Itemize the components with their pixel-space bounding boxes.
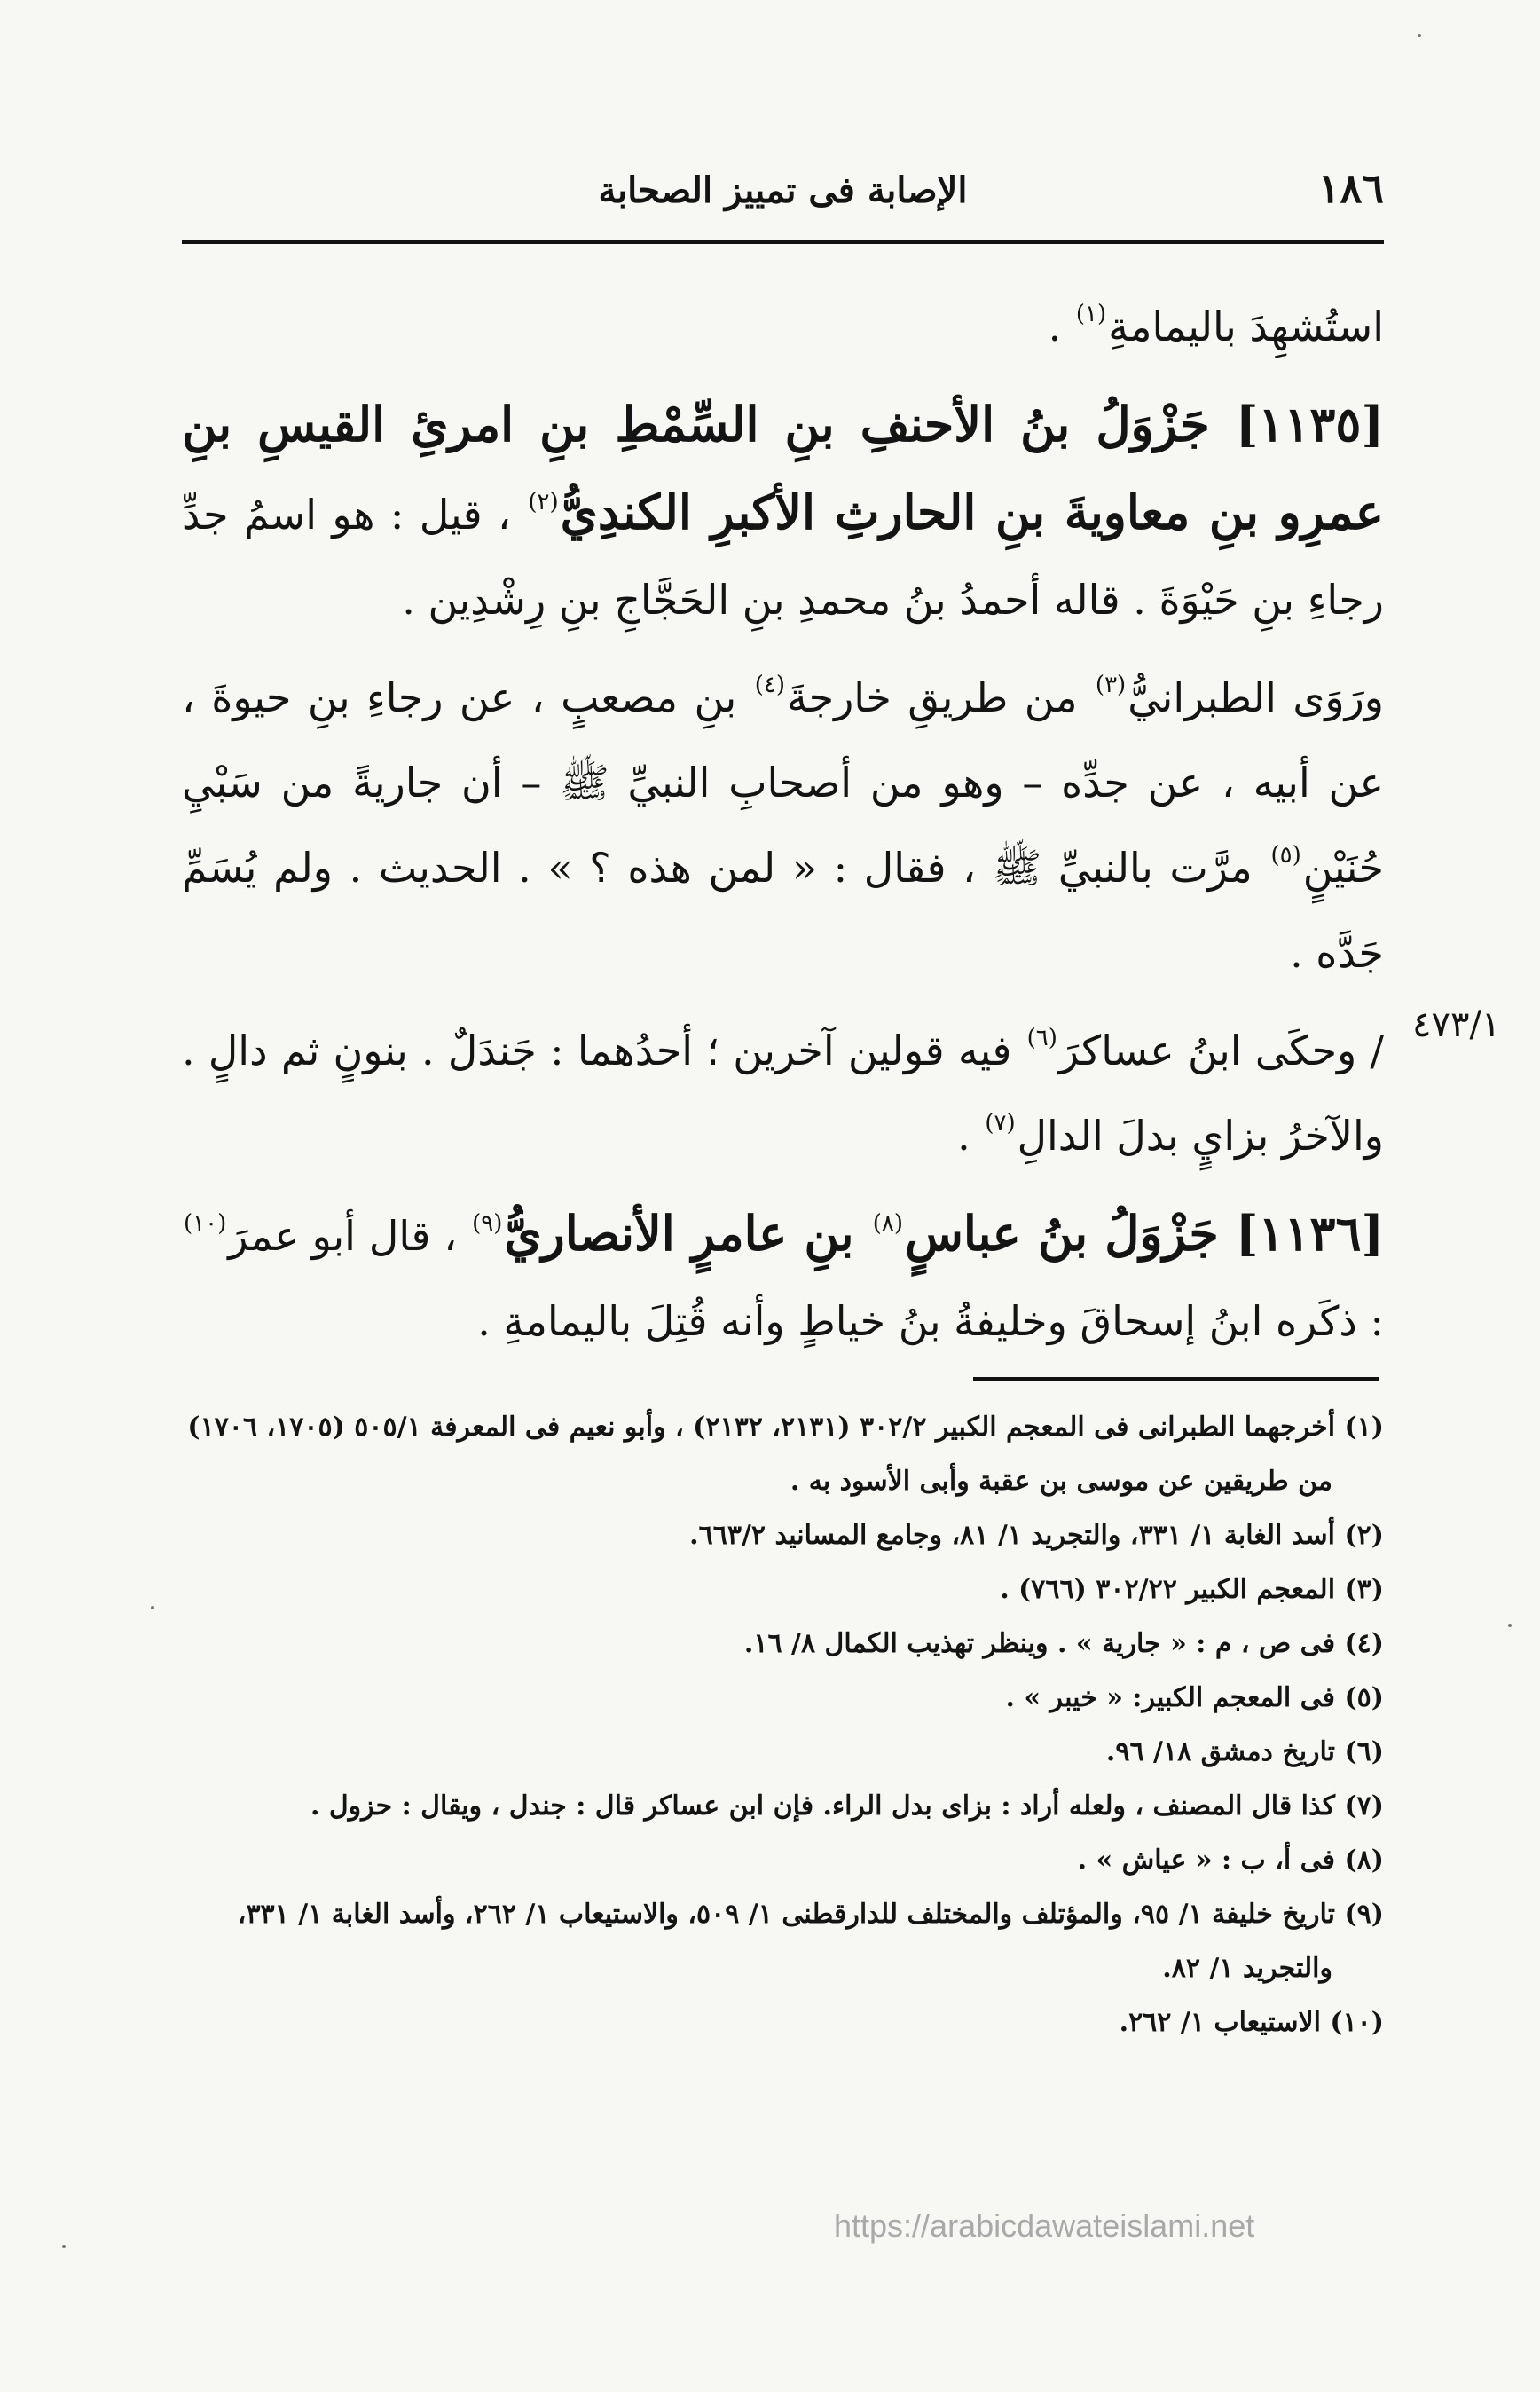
page-header [182, 164, 1384, 226]
watermark: https://arabicdawateislami.net [834, 2207, 1255, 2244]
footnote-10: (١٠) الاستيعاب ١/ ٢٦٢. [1119, 2007, 1384, 2038]
entry-heading-1136: [١١٣٦] جَزْوَلُ بنُ عباسٍ [905, 1205, 1385, 1262]
footnote-ref-8[interactable]: (٨) [872, 1210, 903, 1237]
footnote-ref-3[interactable]: (٣) [1095, 672, 1127, 698]
page-number: ١٨٦ [1317, 164, 1384, 212]
scan-speck [151, 1606, 154, 1609]
footnote-2: (٢) أسد الغابة ١/ ٣٣١، والتجريد ١/ ٨١، وجامع المسانيد ٦٦٣/٢. [689, 1520, 1384, 1551]
footnote-ref-1[interactable]: (١) [1075, 301, 1107, 327]
paragraph-ibn-asakir: / وحكَى ابنُ عساكرَ$^{(٦)}$ فيه قولين آخرين ؛ أحدُهما : جَندَلٌ . بنونٍ ثم دالٍ . والآخرُ بزايٍ بدلَ الدالِ$^{(٧)}$ . [182, 1025, 1384, 1160]
footnote-6: (٦) تاريخ دمشق ١٨/ ٩٦. [1105, 1736, 1384, 1767]
paragraph-tabarani: ورَوَى الطبرانيُّ$^{(٣)}$ من طريقِ خارجةَ$^{(٤)}$ بنِ مصعبٍ ، عن رجاءِ بنِ حيوةَ ، عن أبيه ، عن جدِّه – وهو من أصحابِ النبيِّ ﷺ – أن جاريةً من سَبْيِ حُنَيْنٍ$^{(٥)}$ مرَّت بالنبيِّ ﷺ ، فقال : « لمن هذه ؟ » . الحديث . ولم يُسَمِّ جَدَّه . [182, 672, 1385, 977]
entry-1136: [١١٣٦] جَزْوَلُ بنُ عباسٍ$^{(٨)}$ بنِ عامرٍ الأنصاريُّ$^{(٩)}$ ، قال أبو عمرَ$^{(١٠)}$ : ذكَره ابنُ إسحاقَ وخليفةُ بنُ خياطٍ وأنه قُتِلَ باليمامةِ . [184, 1205, 1385, 1345]
footnote-ref-2[interactable]: (٢) [528, 489, 559, 515]
entry-heading-1135: [١١٣٥] جَزْوَلُ بنُ الأحنفِ بنِ السِّمْطِ بنِ امرئِ القيسِ بنِ عمرِو بنِ معاويةَ بنِ الحارثِ الأكبرِ الكندِيُّ [182, 396, 1384, 540]
footnote-5: (٥) فى المعجم الكبير: « خيبر » . [1005, 1682, 1384, 1713]
footnote-ref-5[interactable]: (٥) [1270, 842, 1301, 869]
footnote-8: (٨) فى أ، ب : « عياش » . [1077, 1845, 1384, 1876]
footnote-3: (٣) المعجم الكبير ٣٠٢/٢٢ (٧٦٦) . [1000, 1574, 1384, 1605]
entry-1135: [١١٣٥] جَزْوَلُ بنُ الأحنفِ بنِ السِّمْطِ بنِ امرئِ القيسِ بنِ عمرِو بنِ معاويةَ بنِ الحارثِ الأكبرِ الكندِيُّ$^{(٢)}$ ، قيل : هو اسمُ جدِّ رجاءِ بنِ حَيْوَةَ . قاله أحمدُ بنُ محمدِ بنِ الحَجَّاجِ بنِ رِشْدِين . [182, 396, 1384, 624]
main-text [182, 284, 1384, 1364]
footnote-ref-7[interactable]: (٧) [985, 1110, 1016, 1137]
running-title: الإصابة فى تمييز الصحابة [598, 169, 968, 211]
footnote-4: (٤) فى ص ، م : « جارية » . وينظر تهذيب الكمال ٨/ ١٦. [743, 1628, 1384, 1659]
footnotes [182, 1400, 1384, 2050]
paragraph-1: استُشهِدَ باليمامةِ$^{(١)}$ . [1048, 301, 1384, 350]
scan-speck [1418, 34, 1421, 37]
footnote-ref-9[interactable]: (٩) [472, 1210, 503, 1237]
scan-speck [62, 2245, 66, 2248]
footnote-ref-10[interactable]: (١٠) [184, 1210, 227, 1237]
scan-speck [1508, 1624, 1512, 1627]
footnote-separator [973, 1377, 1379, 1381]
margin-reference: ٤٧٣/١ [1412, 1004, 1501, 1045]
footnote-ref-6[interactable]: (٦) [1026, 1025, 1057, 1051]
footnote-ref-4[interactable]: (٤) [754, 672, 785, 698]
footnote-9: (٩) تاريخ خليفة ١/ ٩٥، والمؤتلف والمختلف للدارقطنى ١/ ٥٠٩، والاستيعاب ١/ ٢٦٢، وأسد الغابة ١/ ٣٣١، والتجريد ١/ ٨٢. [237, 1899, 1384, 1984]
header-rule [182, 240, 1384, 244]
footnote-1: (١) أخرجهما الطبرانى فى المعجم الكبير ٣٠٢/٢ (٢١٣١، ٢١٣٢) ، وأبو نعيم فى المعرفة ٥٠٥/١ (١٧٠٥، ١٧٠٦) من طريقين عن موسى بن عقبة وأبى الأسود به . [187, 1412, 1384, 1497]
footnote-7: (٧) كذا قال المصنف ، ولعله أراد : بزاى بدل الراء. فإن ابن عساكر قال : جندل ، ويقال : حزول . [310, 1790, 1384, 1822]
